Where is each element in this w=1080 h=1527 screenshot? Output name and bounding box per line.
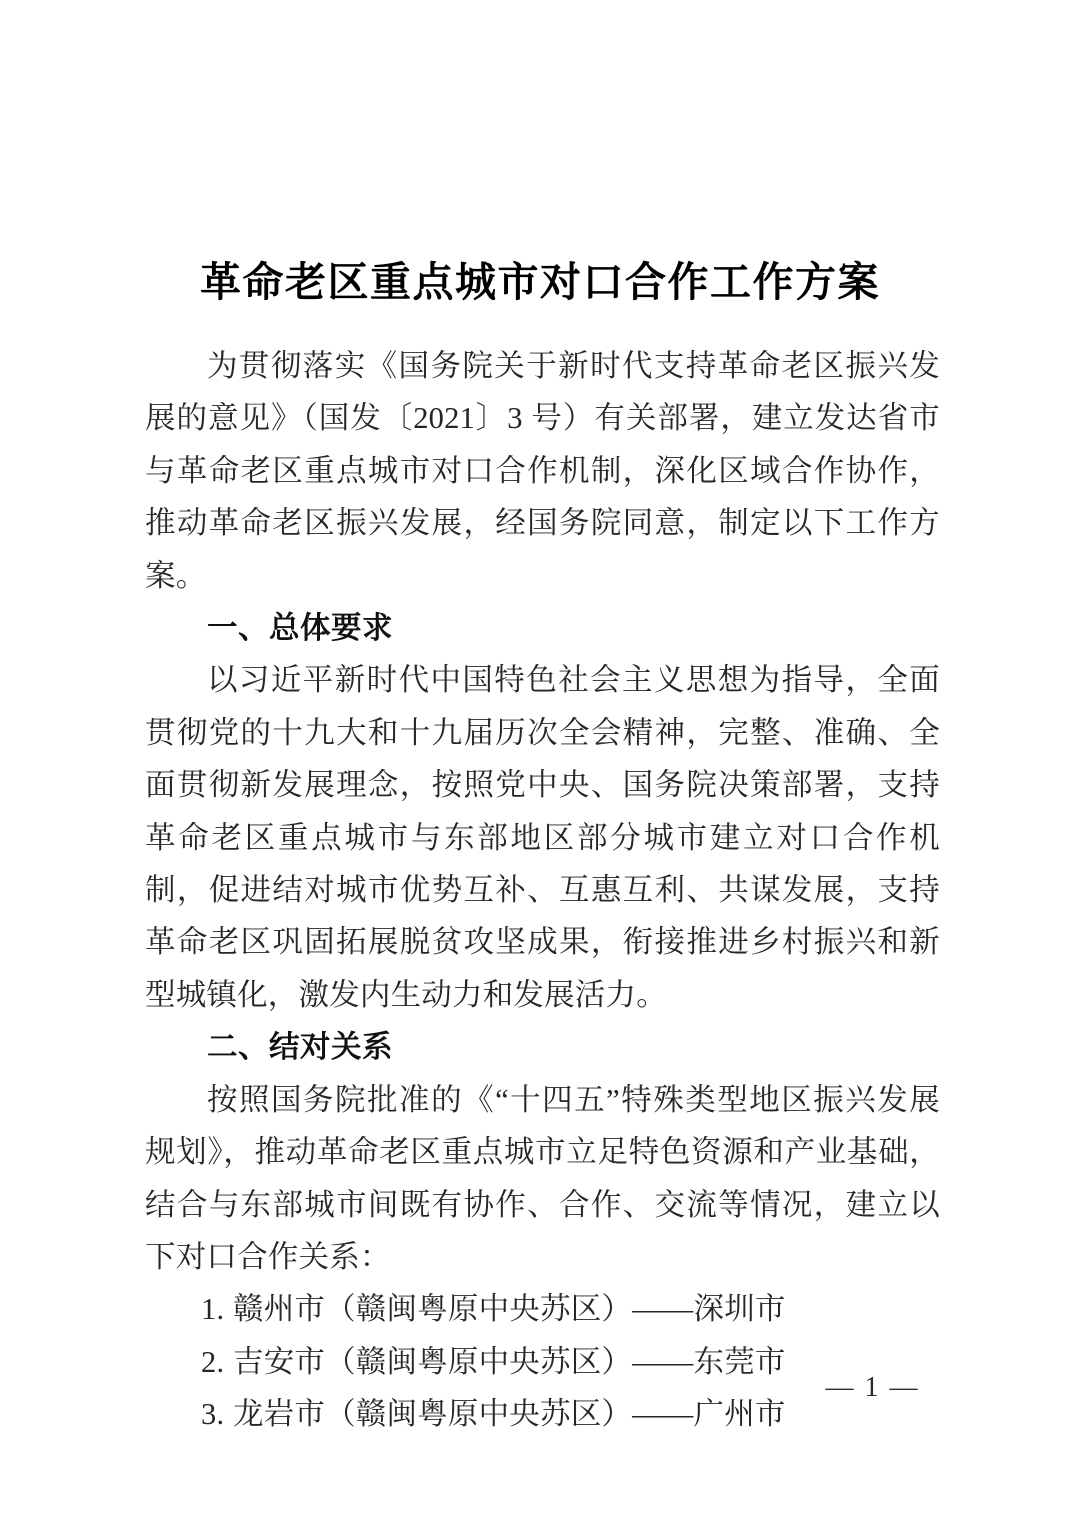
page-title: 革命老区重点城市对口合作工作方案	[200, 259, 880, 306]
list-item-label: 龙岩市（赣闽粤原中央苏区）——广州市	[233, 1397, 786, 1432]
document-body	[145, 340, 940, 1441]
list-item	[145, 1283, 940, 1335]
preamble-paragraph: 为贯彻落实《国务院关于新时代支持革命老区振兴发展的意见》（国发〔2021〕3 号）有关部署，建立发达省市与革命老区重点城市对口合作机制，深化区域合作协作，推动革命老区振兴发展，经国务院同意，制定以下工作方案。	[145, 349, 940, 593]
list-item-number: 1.	[201, 1292, 225, 1327]
list-item-label: 赣州市（赣闽粤原中央苏区）——深圳市	[233, 1292, 786, 1327]
section-body-2: 按照国务院批准的《“十四五”特殊类型地区振兴发展规划》，推动革命老区重点城市立足特色资源和产业基础，结合与东部城市间既有协作、合作、交流等情况，建立以下对口合作关系：	[145, 1082, 940, 1274]
pairing-list	[145, 1283, 940, 1440]
page-footer	[0, 1371, 1080, 1405]
section-heading-2: 二、结对关系	[207, 1030, 393, 1065]
list-item-number: 3.	[201, 1397, 225, 1432]
section-heading-1: 一、总体要求	[207, 611, 393, 646]
page-number: — 1 —	[825, 1372, 920, 1403]
list-item-label: 吉安市（赣闽粤原中央苏区）——东莞市	[233, 1344, 786, 1379]
list-item-number: 2.	[201, 1344, 225, 1379]
section-body-1: 以习近平新时代中国特色社会主义思想为指导，全面贯彻党的十九大和十九届历次全会精神，完整、准确、全面贯彻新发展理念，按照党中央、国务院决策部署，支持革命老区重点城市与东部地区部分城市建立对口合作机制，促进结对城市优势互补、互惠互利、共谋发展，支持革命老区巩固拓展脱贫攻坚成果，衔接推进乡村振兴和新型城镇化，激发内生动力和发展活力。	[145, 663, 940, 1012]
